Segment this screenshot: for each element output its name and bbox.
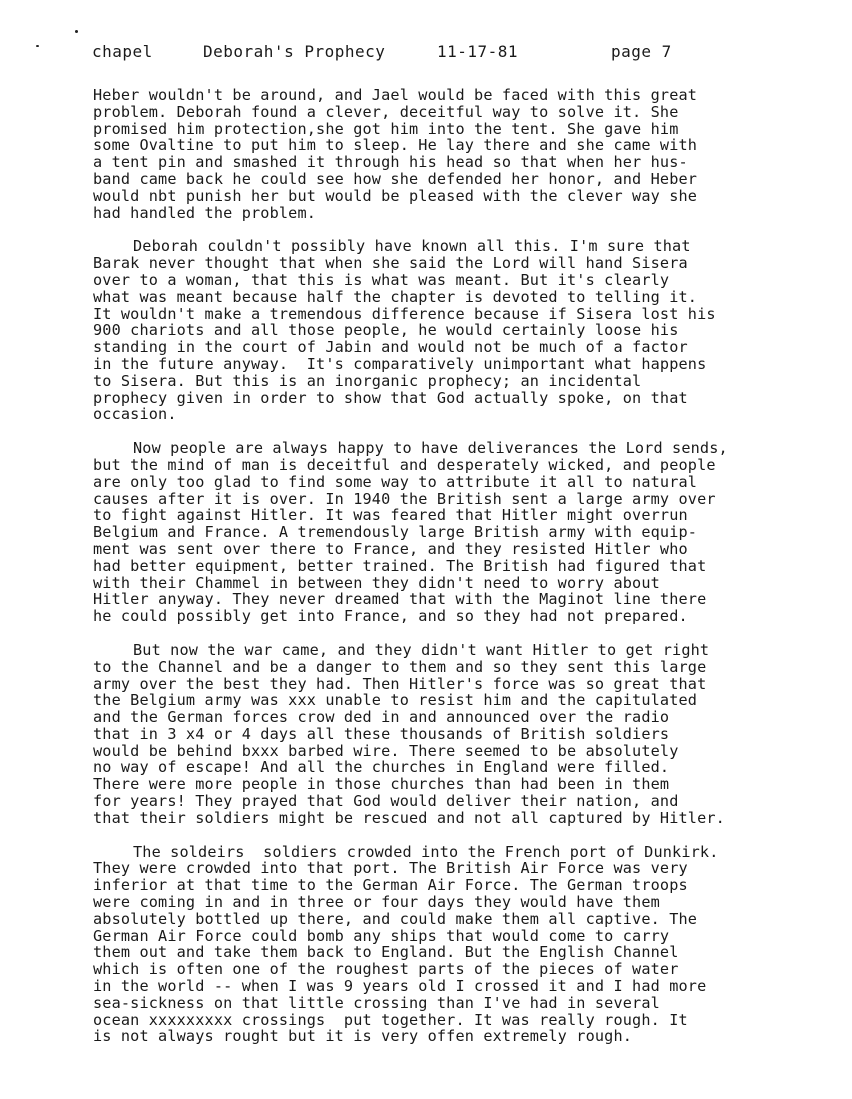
text-line: problem. Deborah found a clever, deceitful way to solve it. She	[93, 102, 679, 121]
document-body	[93, 87, 803, 1062]
text-line: over to a woman, that this is what was meant. But it's clearly	[93, 270, 670, 289]
text-line: sea-sickness on that little crossing than I've had in several	[93, 993, 660, 1012]
text-line: what was meant because half the chapter is devoted to telling it.	[93, 287, 698, 306]
paragraph-2	[93, 238, 803, 423]
text-line: them out and take them back to England. But the English Channel	[93, 943, 679, 962]
text-line: Barak never thought that when she said the Lord will hand Sisera	[93, 254, 688, 273]
text-line: to fight against Hitler. It was feared that Hitler might overrun	[93, 506, 688, 525]
header-title: Deborah's Prophecy	[203, 42, 386, 61]
header-chapel: chapel	[92, 42, 153, 61]
text-line: the Belgium army was xxx unable to resist him and the capitulated	[93, 691, 698, 710]
scan-speck-dot	[36, 45, 39, 47]
text-line: is not always rought but it is very offen extremely rough.	[93, 1027, 633, 1046]
text-line: but the mind of man is deceitful and desperately wicked, and people	[93, 455, 716, 474]
text-line: in the world -- when I was 9 years old I crossed it and I had more	[93, 977, 707, 996]
text-line: army over the best they had. Then Hitler's force was so great that	[93, 674, 707, 693]
text-line: There were more people in those churches than had been in them	[93, 775, 670, 794]
text-line: are only too glad to find some way to attribute it all to natural	[93, 472, 698, 491]
text-line: prophecy given in order to show that God actually spoke, on that	[93, 388, 688, 407]
text-line: with their Chammel in between they didn't need to worry about	[93, 573, 660, 592]
text-line: 900 chariots and all those people, he would certainly loose his	[93, 321, 679, 340]
text-line: causes after it is over. In 1940 the British sent a large army over	[93, 489, 716, 508]
paragraph-5	[93, 844, 803, 1046]
text-line: They were crowded into that port. The British Air Force was very	[93, 859, 688, 878]
text-line: had better equipment, better trained. The British had figured that	[93, 556, 707, 575]
text-line: and the German forces crow ded in and announced over the radio	[93, 708, 670, 727]
text-line: that in 3 x4 or 4 days all these thousands of British soldiers	[93, 724, 670, 743]
text-line: Deborah couldn't possibly have known all this. I'm sure that	[133, 237, 691, 256]
text-line: for years! They prayed that God would deliver their nation, and	[93, 792, 679, 811]
text-line: Hitler anyway. They never dreamed that with the Maginot line there	[93, 590, 707, 609]
text-line: would nbt punish her but would be pleased with the clever way she	[93, 186, 698, 205]
text-line: he could possibly get into France, and so they had not prepared.	[93, 607, 688, 626]
text-line: The soldeirs soldiers crowded into the French port of Dunkirk.	[133, 842, 719, 861]
text-line: ocean xxxxxxxxx crossings put together. It was really rough. It	[93, 1010, 688, 1029]
text-line: promised him protection,she got him into the tent. She gave him	[93, 119, 679, 138]
text-line: But now the war came, and they didn't want Hitler to get right	[133, 640, 710, 659]
text-line: some Ovaltine to put him to sleep. He lay there and she came with	[93, 136, 698, 155]
text-line: Now people are always happy to have deliverances the Lord sends,	[133, 439, 728, 458]
text-line: Heber wouldn't be around, and Jael would be faced with this great	[93, 86, 698, 104]
text-line: to the Channel and be a danger to them and so they sent this large	[93, 657, 707, 676]
paragraph-1	[93, 87, 803, 221]
text-line: had handled the problem.	[93, 203, 317, 222]
text-line: inferior at that time to the German Air Force. The German troops	[93, 876, 688, 895]
text-line: absolutely bottled up there, and could make them all captive. The	[93, 909, 698, 928]
text-line: were coming in and in three or four days they would have them	[93, 893, 660, 912]
paragraph-3	[93, 440, 803, 625]
page-header	[92, 42, 792, 64]
text-line: occasion.	[93, 405, 177, 424]
text-line: German Air Force could bomb any ships that would come to carry	[93, 926, 670, 945]
text-line: to Sisera. But this is an inorganic prophecy; an incidental	[93, 371, 642, 390]
text-line: in the future anyway. It's comparatively unimportant what happens	[93, 354, 707, 373]
scan-speck-dot	[75, 30, 78, 33]
text-line: Belgium and France. A tremendously large British army with equip-	[93, 523, 698, 542]
header-page-number: page 7	[611, 42, 672, 61]
paragraph-4	[93, 642, 803, 827]
text-line: no way of escape! And all the churches in England were filled.	[93, 758, 670, 777]
text-line: band came back he could see how she defended her honor, and Heber	[93, 169, 698, 188]
text-line: standing in the court of Jabin and would not be much of a factor	[93, 338, 688, 357]
text-line: ment was sent over there to France, and they resisted Hitler who	[93, 539, 688, 558]
text-line: a tent pin and smashed it through his head so that when her hus-	[93, 153, 688, 172]
text-line: that their soldiers might be rescued and not all captured by Hitler.	[93, 808, 725, 827]
text-line: which is often one of the roughest parts of the pieces of water	[93, 960, 679, 979]
text-line: would be behind bxxx barbed wire. There seemed to be absolutely	[93, 741, 679, 760]
text-line: It wouldn't make a tremendous difference because if Sisera lost his	[93, 304, 716, 323]
header-date: 11-17-81	[437, 42, 519, 61]
